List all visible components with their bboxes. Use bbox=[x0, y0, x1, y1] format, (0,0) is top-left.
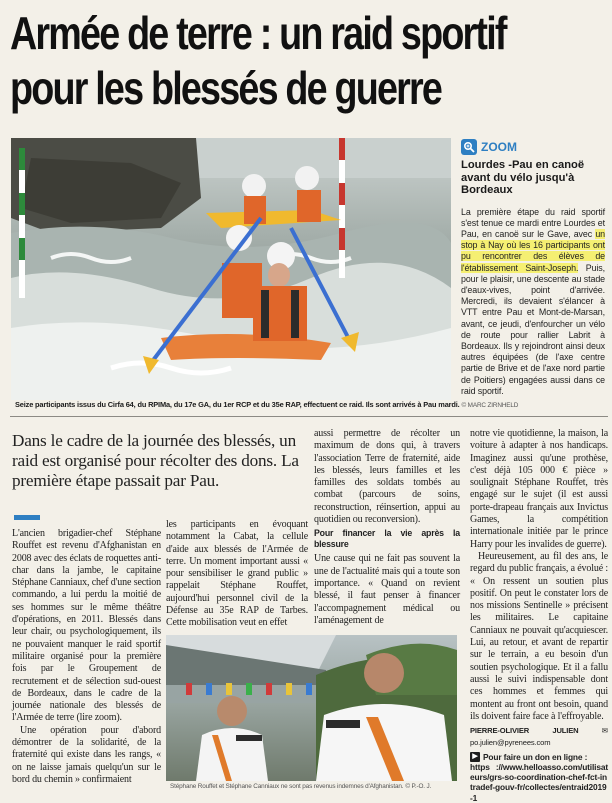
zoom-header bbox=[461, 138, 605, 156]
byline bbox=[470, 725, 608, 750]
main-photo-caption-text: Seize participants issus du Cirfa 64, du RPIMa, du 17e GA, du 1er RCP et du 35e RAP, effectuent ce raid. Ils sont arrivés à Pau mardi. bbox=[15, 400, 460, 409]
col4-paragraph-2: Heureusement, au fil des ans, le regard du public français, a évolué : « On ressent un soutien plus positif. On peut le constater lors de nos missions Sentinelle » précisent les militaires. Le capitaine Canniaux ne pouvait qu'acquiescer. Lui, au retour, et avant de repartir sur le terrain, a eu besoin d'un soutien psychologique. Et il a fallu aussi le suivi indispensable dont ces hommes et femmes qui montent au front ont besoin, quand ils doivent faire face à l'effroyable. bbox=[470, 550, 609, 722]
article-column-1 bbox=[12, 515, 161, 786]
zoom-body-end: Puis, pour le plaisir, une descente au stade d'eaux-vives, point d'arrivée. Mercredi, ils devaient s'élancer à VTT entre Pau et Mont-de-Marsan, avant, ce jeudi, d'enfourcher un vélo de route pour rallier Labrit à Bordeaux. Ils y rejoindront ainsi deux autres équipées (de l'axe centre partie de Brive et de l'axe nord partie de Poitiers) engagées aussi dans ce raid sportif. bbox=[461, 262, 605, 396]
byline-name: PIERRE-OLIVIER JULIEN bbox=[470, 726, 579, 736]
zoom-sidebar bbox=[461, 138, 605, 397]
main-photo-caption bbox=[15, 400, 519, 409]
second-photo-soldiers bbox=[166, 635, 457, 781]
soldiers-photo-illustration bbox=[166, 635, 457, 781]
main-photo-credit: © MARC ZIRNHELD bbox=[461, 402, 519, 409]
second-photo-caption bbox=[170, 781, 460, 790]
zoom-title: Lourdes -Pau en canoë avant du vélo jusqu'à Bordeaux bbox=[461, 159, 585, 196]
canoe-photo-illustration bbox=[11, 138, 451, 400]
article-column-4 bbox=[470, 428, 608, 803]
accent-bar bbox=[14, 515, 40, 520]
second-photo-caption-text: Stéphane Rouffet et Stéphane Canniaux ne sont pas revenus indemnes d'Afghanistan. bbox=[170, 783, 404, 790]
zoom-magnifier-icon bbox=[461, 139, 477, 155]
donation-header bbox=[470, 752, 608, 762]
col3-paragraph-2: Une cause qui ne fait pas souvent la une de l'actualité mais qui a toute son importance. « Quand on revient blessé, il faut penser à financer l'accompagnement médical ou l'aménagement de bbox=[314, 553, 460, 626]
col3-paragraph-1: aussi permettre de récolter un maximum de dons qui, à travers l'association Terre de fraternité, aide les blessés, leurs familles et les familles des soldats tombés au combat (parcours de soins, reconstruction, réinsertion, appui au quotidien ou reconversion). bbox=[314, 428, 460, 526]
headline bbox=[10, 6, 506, 116]
article-lead: Dans le cadre de la journée des blessés, un raid est organisé pour récolter des dons. La première étape passait par Pau. bbox=[12, 431, 299, 490]
col3-subheading: Pour financer la vie après la blessure bbox=[314, 528, 460, 550]
second-photo-credit: © P.-O. J. bbox=[405, 783, 432, 790]
col1-paragraph-1: L'ancien brigadier-chef Stéphane Rouffet est revenu d'Afghanistan en 2008 avec des éclats de roquettes anti-char dans la jambe, le capitaine Stéphane Canniaux, chef d'une section commando, a lui perdu la moitié de ses hommes sur le même théâtre d'opérations, en 2011. Blessés dans leur chair, ou psychologiquement, ils ne pouvaient manquer le raid sportif militaire organisé pour la première fois par le Groupement de recrutement et de sélection sud-ouest de Bordeaux, dans le cadre de la journée nationale des blessés de l'Armée de terre (lire zoom). bbox=[12, 528, 161, 724]
zoom-highlighted-text: un stop à Nay où les 16 participants ont pu rencontrer des élèves de l'établissement Saint-Joseph. bbox=[461, 228, 605, 273]
main-photo-canoe-raid bbox=[11, 138, 451, 400]
col1-paragraph-2: Une opération pour d'abord démontrer de la solidarité, de la fraternité qui existe dans les rangs, « on ne laisse jamais quelqu'un sur le bord du chemin » confirmaient bbox=[12, 724, 161, 785]
donation-url[interactable]: https ://www.helloasso.com/utilisateurs/grs-so-coordination-chef-fct-intradef-gouv-fr/collectes/entraid2019-1 bbox=[470, 761, 608, 803]
section-divider bbox=[10, 416, 608, 417]
col4-paragraph-1: notre vie quotidienne, la maison, la voiture à adapter à nos handicaps. Imaginez aussi qu'une prothèse, c'est déjà 105 000 € pièce » soulignait Stéphane Rouffet, très engagé sur le sujet (il est aussi porte-drapeau français aux Invictus Games, la compétition internationale initiée par le prince Harry pour les invalides de guerre). bbox=[470, 428, 608, 550]
arrow-right-icon: ▶ bbox=[470, 752, 480, 762]
article-column-2 bbox=[166, 519, 308, 630]
zoom-body-start: La première étape du raid sportif s'est tenue ce mardi entre Lourdes et Pau, en canoë sur le Gave, avec bbox=[461, 206, 605, 239]
byline-email: po.julien@pyrenees.com bbox=[470, 738, 551, 748]
headline-line-1: Armée de terre : un raid sportif bbox=[10, 7, 506, 59]
donation-title: Pour faire un don en ligne : bbox=[483, 751, 588, 762]
donation-box bbox=[470, 752, 608, 803]
headline-line-2: pour les blessés de guerre bbox=[10, 62, 442, 114]
zoom-label: ZOOM bbox=[481, 140, 517, 154]
mail-icon: ✉ bbox=[601, 726, 608, 736]
zoom-body bbox=[461, 207, 605, 397]
article-column-3 bbox=[314, 428, 460, 627]
col2-paragraph-1: les participants en évoquant notamment la Cabat, la cellule d'aide aux blessés de l'Armée de terre. Un moment important aussi « pour sensibiliser le grand public » rappelait Stéphane Rouffet, aujourd'hui personnel civil de la Défense au 35e RAP de Tarbes. Cette mobilisation veut en effet bbox=[166, 519, 308, 629]
